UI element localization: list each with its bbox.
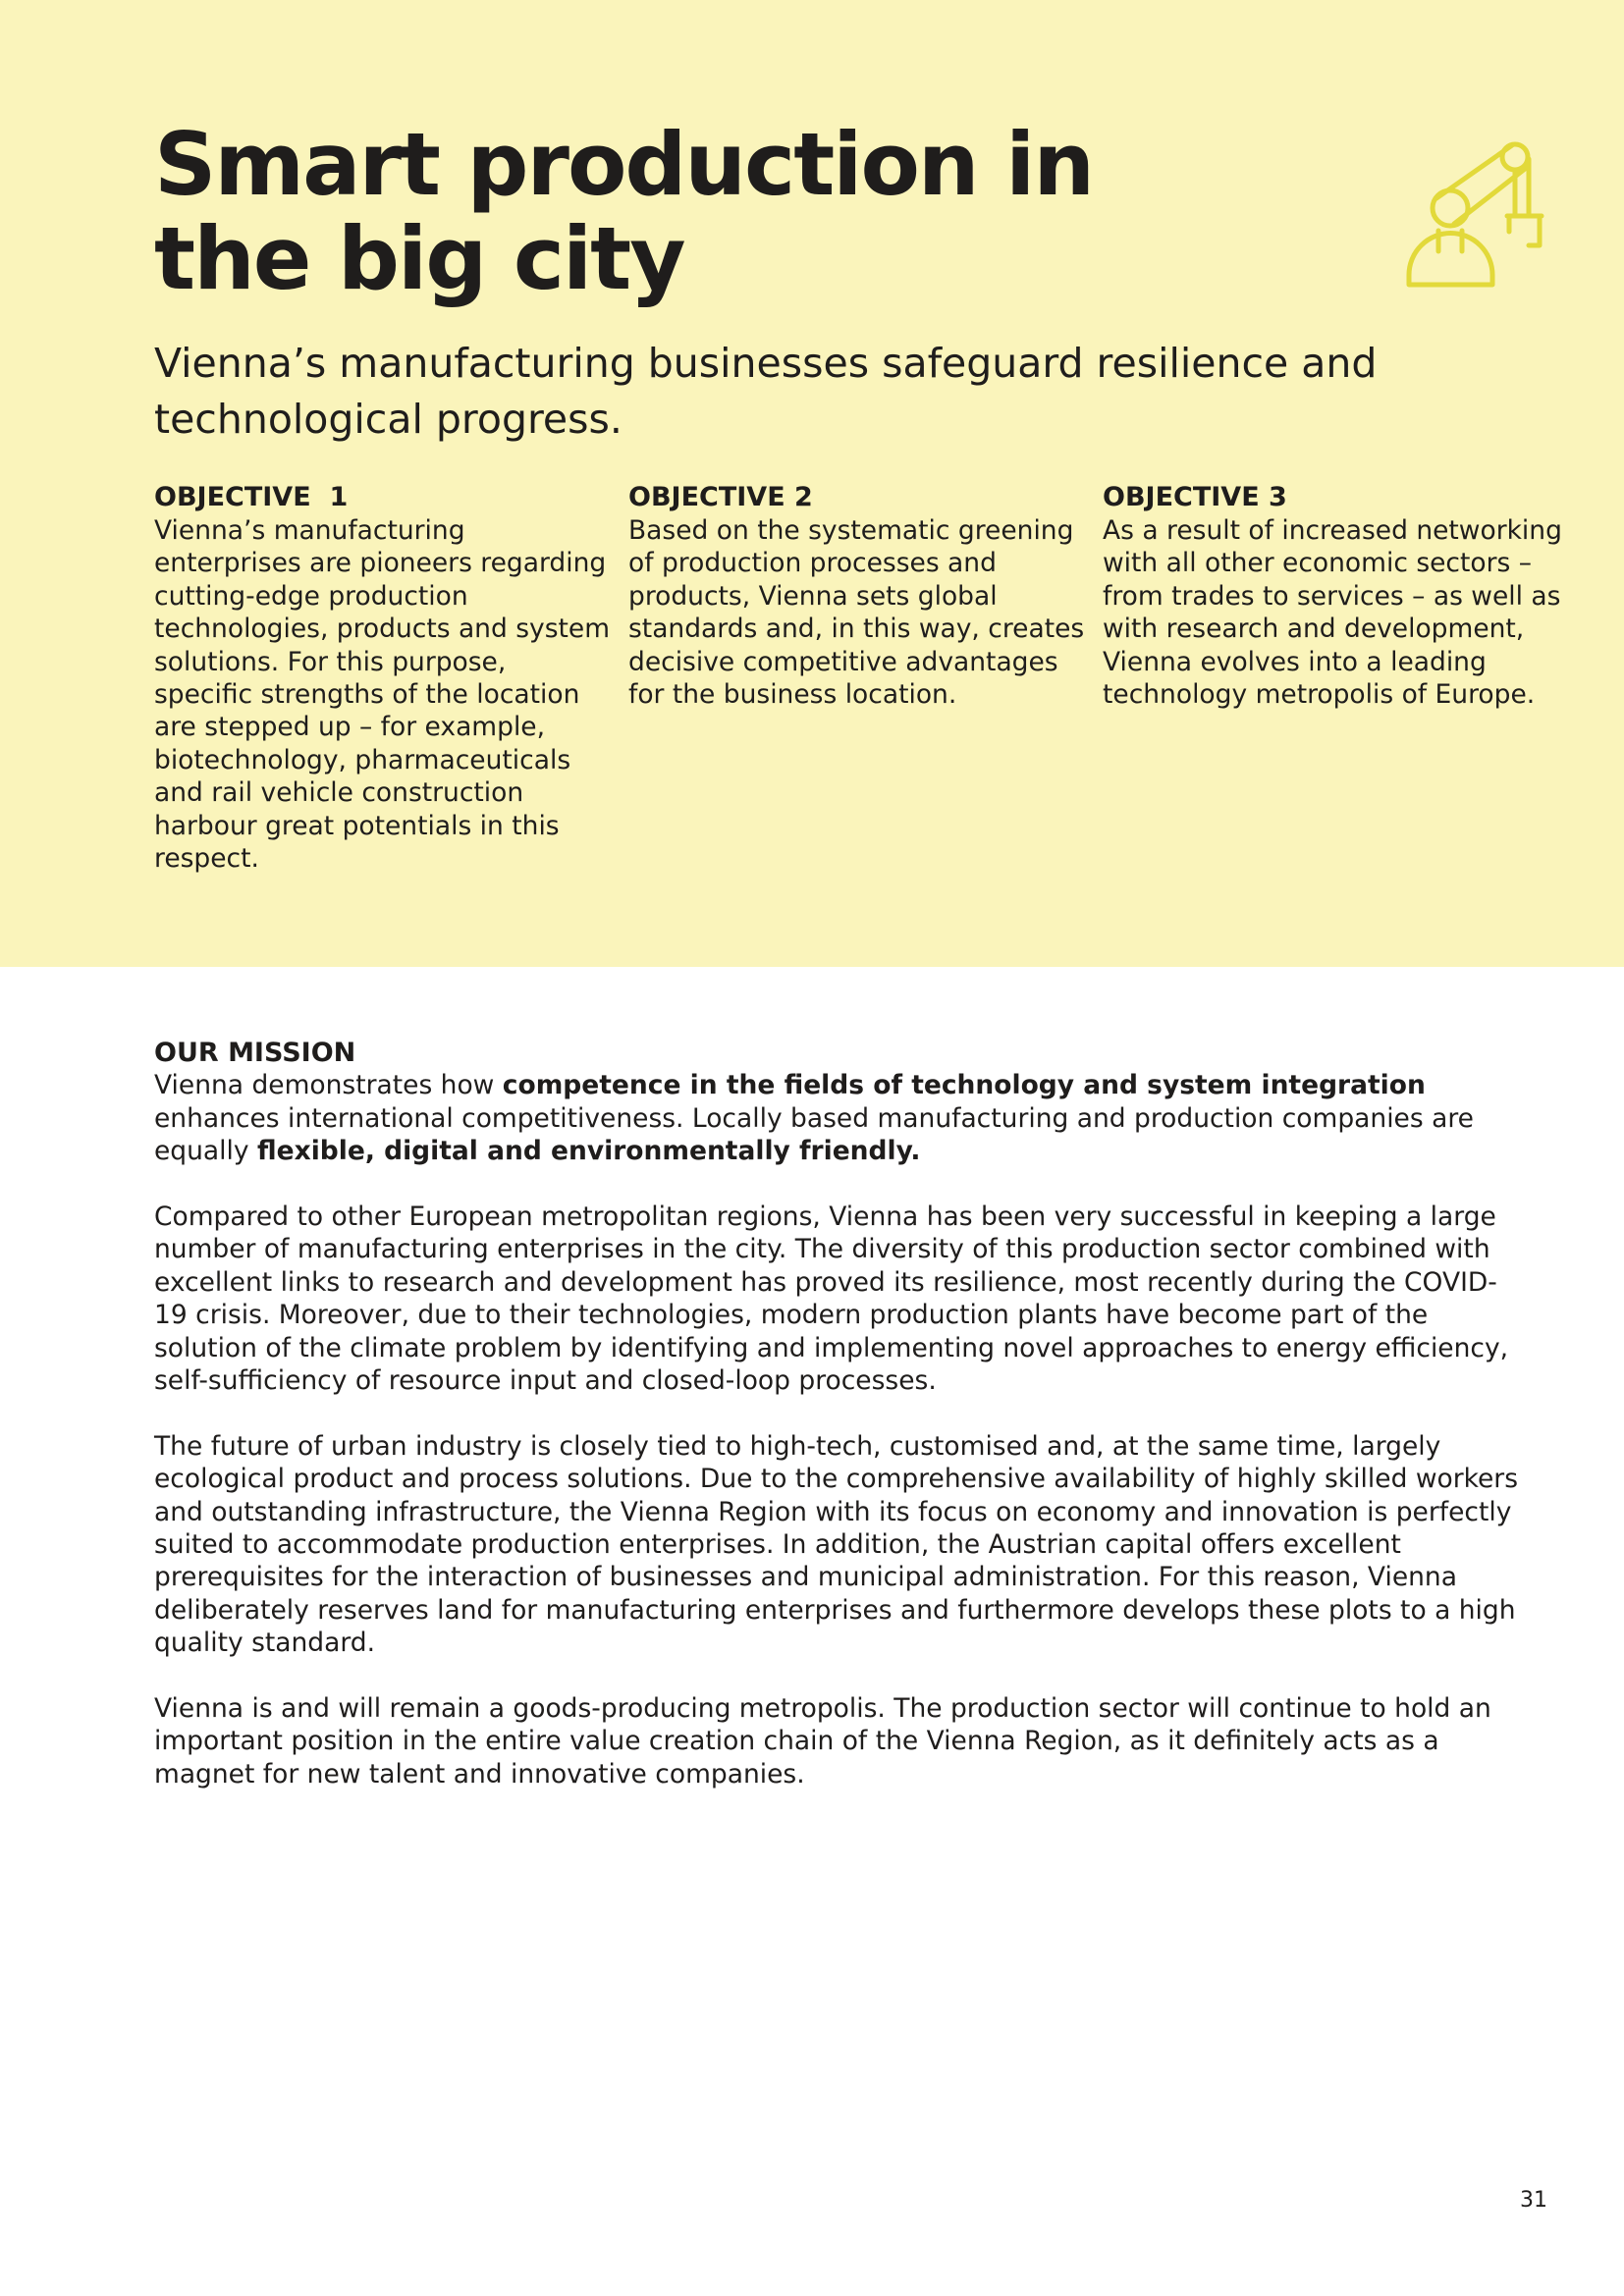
objective-3 xyxy=(1103,481,1564,711)
objective-3-heading: OBJECTIVE 3 xyxy=(1103,482,1287,512)
objective-2-heading: OBJECTIVE 2 xyxy=(628,482,813,512)
objective-2-text: Based on the systematic greening of production processes and products, Vienna sets global standards and, in this way, creates decisive competitive advantages for the business location. xyxy=(628,515,1085,711)
hero-section xyxy=(0,0,1624,967)
objective-1-heading: OBJECTIVE 1 xyxy=(154,482,349,512)
objective-1 xyxy=(154,481,611,875)
mission-paragraph-4: Vienna is and will remain a goods-producing metropolis. The production sector will continue to hold an important position in the entire value creation chain of the Vienna Region, as it definitely acts as a magnet for new talent and innovative companies. xyxy=(154,1693,1491,1789)
mission-section xyxy=(154,1037,1519,1824)
mission-paragraph-3: The future of urban industry is closely tied to high-tech, customised and, at the same time, largely ecological product and process solutions. Due to the comprehensive availability of highly skilled workers and outstanding infrastructure, the Vienna Region with its focus on economy and innovation is perfectly suited to accommodate production enterprises. In addition, the Austrian capital offers excellent prerequisites for the interaction of businesses and municipal administration. For this reason, Vienna deliberately reserves land for manufacturing enterprises and furthermore develops these plots to a high quality standard. xyxy=(154,1430,1519,1659)
page-number: 31 xyxy=(1520,2188,1547,2213)
objective-3-text: As a result of increased networking with all other economic sectors – from trades to services – as well as with research and development, Vienna evolves into a leading technology metropolis of Europe. xyxy=(1103,515,1562,711)
objective-2 xyxy=(628,481,1085,711)
page-title-line-2: the big city xyxy=(154,208,684,309)
robot-arm-icon xyxy=(1399,137,1551,294)
page-title xyxy=(154,114,1093,309)
objective-1-text: Vienna’s manufacturing enterprises are pioneers regarding cutting-edge production technologies, products and system solutions. For this purpose, specific strengths of the location are stepped up – for example, biotechnology, pharmaceuticals and rail vehicle construction harbour great potentials in this respect. xyxy=(154,515,611,875)
mission-intro-bold-2: flexible, digital and environmentally friendly. xyxy=(257,1136,921,1167)
mission-paragraph-2: Compared to other European metropolitan regions, Vienna has been very successful in keeping a large number of manufacturing enterprises in the city. The diversity of this production sector combined with excellent links to research and development has proved its resilience, most recently during the COVID-19 crisis. Moreover, due to their technologies, modern production plants have become part of the solution of the climate problem by identifying and implementing novel approaches to energy efficiency, self-sufficiency of resource input and closed-loop processes. xyxy=(154,1201,1509,1397)
mission-intro-paragraph xyxy=(154,1069,1519,1167)
mission-intro-text-1: Vienna demonstrates how xyxy=(154,1070,503,1101)
page-title-line-1: Smart production in xyxy=(154,114,1093,215)
page-subtitle: Vienna’s manufacturing businesses safeguard resilience and technological progress. xyxy=(154,340,1378,443)
mission-intro-text-2: enhances international competitiveness. Locally based manufacturing and production companies are equally xyxy=(154,1102,1474,1167)
mission-intro-bold-1: competence in the fields of technology and system integration xyxy=(502,1070,1426,1101)
mission-heading: OUR MISSION xyxy=(154,1038,356,1068)
